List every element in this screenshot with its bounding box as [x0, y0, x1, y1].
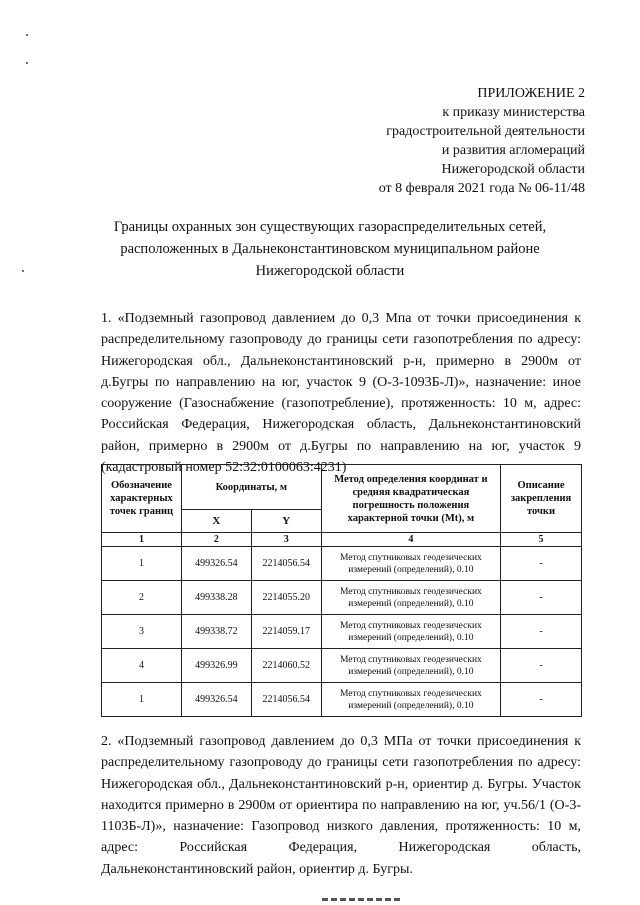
header-coordinates: Координаты, м	[181, 465, 321, 510]
scan-speck	[22, 270, 24, 272]
title-line: Границы охранных зон существующих газораспределительных сетей,	[113, 219, 547, 235]
table-row	[102, 683, 582, 717]
cell-point: 4	[102, 649, 182, 683]
cell-method: Метод спутниковых геодезических измерений (определений), 0.10	[321, 581, 500, 615]
cell-point: 3	[102, 615, 182, 649]
scan-speck	[26, 34, 28, 36]
cell-point: 2	[102, 581, 182, 615]
cell-x: 499338.28	[181, 581, 251, 615]
header-method: Метод определения координат и средняя квадратическая погрешность положения характерной точки (Mt), м	[321, 465, 500, 533]
cell-fixing: -	[501, 615, 582, 649]
cell-y: 2214056.54	[251, 547, 321, 581]
cell-method: Метод спутниковых геодезических измерений (определений), 0.10	[321, 615, 500, 649]
appendix-line: Нижегородской области	[441, 162, 585, 177]
table-row	[102, 649, 582, 683]
table-row	[102, 581, 582, 615]
cell-x: 499338.72	[181, 615, 251, 649]
table-row	[102, 547, 582, 581]
column-number: 5	[501, 533, 582, 547]
paragraph-2: 2. «Подземный газопровод давлением до 0,3 МПа от точки присоединения к распределительному газопроводу до границы сети газопотребления по адресу: Нижегородская обл., Дальнеконстантиновский р-н, ориентир д. Бугры. Участок находится примерно в 2900м от ориентира по направлению на юг, уч.56/1 (О-3-1103Б-Л)», назначение: Газопровод низкого давления, протяженность: 10 м, адрес: Российская Федерация, Нижегородская область, Дальнеконстантиновский район, ориентир д. Бугры.	[101, 734, 581, 877]
header-point-designation: Обозначение характерных точек границ	[102, 465, 182, 533]
cell-fixing: -	[501, 581, 582, 615]
coordinates-table	[101, 464, 582, 717]
cell-fixing: -	[501, 547, 582, 581]
cell-y: 2214060.52	[251, 649, 321, 683]
document-title	[100, 216, 560, 282]
scan-speck	[26, 62, 28, 64]
cell-y: 2214059.17	[251, 615, 321, 649]
cell-y: 2214056.54	[251, 683, 321, 717]
title-line: расположенных в Дальнеконстантиновском муниципальном районе	[120, 241, 540, 257]
column-number: 3	[251, 533, 321, 547]
header-y: Y	[251, 510, 321, 533]
appendix-line: к приказу министерства	[442, 105, 585, 120]
cell-point: 1	[102, 547, 182, 581]
table-row	[102, 615, 582, 649]
header-fixing: Описание закрепления точки	[501, 465, 582, 533]
page-footer-mark	[322, 898, 402, 901]
title-line: Нижегородской области	[255, 263, 405, 279]
column-number: 1	[102, 533, 182, 547]
header-x: X	[181, 510, 251, 533]
appendix-date-line: от 8 февраля 2021 года № 06-11/48	[378, 181, 585, 196]
cell-method: Метод спутниковых геодезических измерений (определений), 0.10	[321, 547, 500, 581]
appendix-title: ПРИЛОЖЕНИЕ 2	[477, 86, 585, 101]
appendix-header	[265, 84, 585, 198]
cell-x: 499326.54	[181, 547, 251, 581]
cell-method: Метод спутниковых геодезических измерений (определений), 0.10	[321, 683, 500, 717]
column-number: 4	[321, 533, 500, 547]
cell-point: 1	[102, 683, 182, 717]
cell-method: Метод спутниковых геодезических измерений (определений), 0.10	[321, 649, 500, 683]
appendix-line: градостроительной деятельности	[386, 124, 585, 139]
cell-fixing: -	[501, 683, 582, 717]
column-number: 2	[181, 533, 251, 547]
cell-fixing: -	[501, 649, 582, 683]
cell-y: 2214055.20	[251, 581, 321, 615]
cell-x: 499326.99	[181, 649, 251, 683]
appendix-line: и развития агломераций	[441, 143, 585, 158]
paragraph-1: 1. «Подземный газопровод давлением до 0,3 Мпа от точки присоединения к распределительному газопроводу до границы сети газопотребления по адресу: Нижегородская обл., Дальнеконстантиновский р-н, примерно в 2900м от д.Бугры по направлению на юг, участок 9 (О-3-1093Б-Л)», назначение: иное сооружение (Газоснабжение (газопотребление), протяженность: 10 м, адрес: Российская Федерация, Нижегородская область, Дальнеконстантиновский район, примерно в 2900м от д.Бугры по направлению на юг, участок 9 (кадастровый номер 52:32:0100063:4231)	[101, 311, 581, 476]
cell-x: 499326.54	[181, 683, 251, 717]
